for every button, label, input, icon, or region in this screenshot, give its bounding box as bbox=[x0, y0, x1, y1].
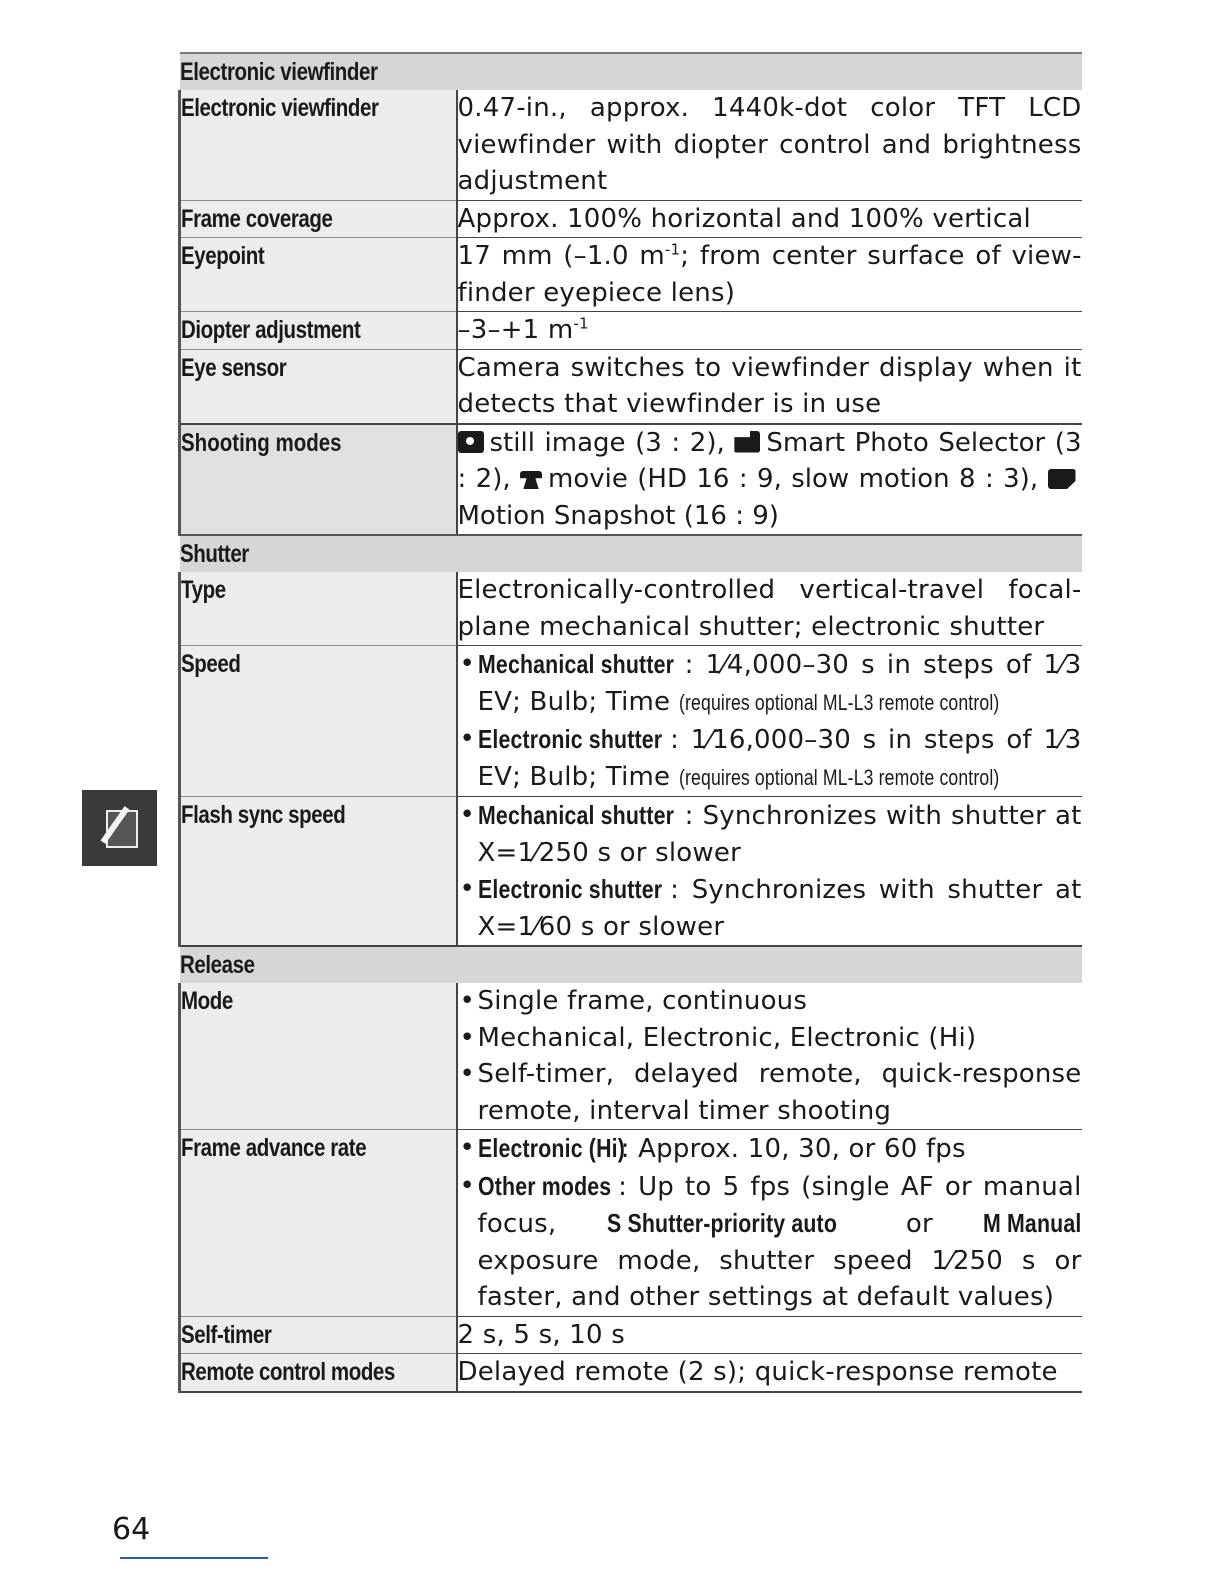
row-value: Approx. 100% horizontal and 100% vertical bbox=[457, 200, 1082, 238]
row-value: 0.47-in., approx. 1440k-dot color TFT LCD viewfinder with diopter control and brightness adjustment bbox=[457, 90, 1082, 200]
spec-row bbox=[180, 983, 1082, 1130]
row-value: 2 s, 5 s, 10 s bbox=[457, 1316, 1082, 1354]
spec-row bbox=[180, 1316, 1082, 1354]
list-item: • Electronic (Hi): Approx. 10, 30, or 60 fps bbox=[458, 1130, 1082, 1168]
list-item: • Mechanical, Electronic, Electronic (Hi) bbox=[458, 1020, 1082, 1057]
spec-row bbox=[180, 90, 1082, 200]
shooting-modes-value: still image (3 : 2), Smart Photo Selector (3 : 2), movie (HD 16 : 9, slow motion 8 : 3), Motion Snapshot (16 : 9) bbox=[457, 424, 1082, 536]
row-label: Speed bbox=[181, 650, 241, 678]
spec-row bbox=[180, 572, 1082, 646]
row-value bbox=[457, 646, 1082, 797]
list-item: • Electronic shutter : 1⁄16,000–30 s in steps of 1⁄3 EV; Bulb; Time (requires optional ML-L3 remote control) bbox=[458, 721, 1082, 796]
list-item: • Single frame, continuous bbox=[458, 983, 1082, 1020]
list-item: • Electronic shutter : Synchronizes with shutter at X=1⁄60 s or slower bbox=[458, 871, 1082, 945]
spec-row bbox=[180, 797, 1082, 947]
row-label: Eye sensor bbox=[181, 353, 287, 382]
spec-row bbox=[180, 646, 1082, 797]
row-label: Electronic viewfinder bbox=[181, 94, 379, 122]
section-header-shutter: Shutter bbox=[180, 535, 1082, 572]
row-value: Electronically-controlled vertical-travel focal-plane mechanical shutter; electronic shutter bbox=[457, 572, 1082, 646]
row-label: Flash sync speed bbox=[181, 801, 346, 829]
row-value bbox=[457, 1130, 1082, 1317]
row-label: Type bbox=[181, 576, 226, 604]
list-item: • Other modes : Up to 5 fps (single AF or manual focus, S Shutter-priority auto or M Manual exposure mode, shutter speed 1⁄250 s or faster, and other settings at default values) bbox=[458, 1168, 1082, 1316]
row-label: Self-timer bbox=[181, 1320, 272, 1349]
spec-row bbox=[180, 200, 1082, 238]
row-label: Eyepoint bbox=[181, 242, 265, 270]
smart-photo-selector-icon bbox=[734, 431, 760, 453]
spec-table bbox=[178, 52, 1082, 1393]
spec-row bbox=[180, 1354, 1082, 1392]
row-value: –3–+1 $m^{-1}$ bbox=[457, 312, 1082, 350]
page-number-rule bbox=[120, 1557, 268, 1559]
spec-row bbox=[180, 312, 1082, 350]
section-header-release: Release bbox=[180, 946, 1082, 983]
row-label: Mode bbox=[181, 987, 233, 1015]
list-item: • Mechanical shutter : Synchronizes with shutter at X=1⁄250 s or slower bbox=[458, 797, 1082, 871]
row-value: Camera switches to viewfinder display when it detects that viewfinder is in use bbox=[457, 349, 1082, 424]
row-label: Remote control modes bbox=[181, 1358, 395, 1386]
page-number: 64 bbox=[112, 1512, 151, 1547]
row-label: Diopter adjustment bbox=[181, 316, 361, 344]
row-value bbox=[457, 797, 1082, 947]
section-title-shooting-modes: Shooting modes bbox=[181, 428, 342, 457]
section-shooting-modes bbox=[180, 424, 1082, 536]
list-item: • Mechanical shutter : 1⁄4,000–30 s in steps of 1⁄3 EV; Bulb; Time (requires optional ML-L3 remote control) bbox=[458, 646, 1082, 721]
still-image-icon bbox=[458, 431, 484, 453]
movie-icon bbox=[520, 471, 542, 489]
row-value: Delayed remote (2 s); quick-response remote bbox=[457, 1354, 1082, 1392]
motion-snapshot-icon bbox=[1048, 469, 1076, 489]
list-item: • Self-timer, delayed remote, quick-response remote, interval timer shooting bbox=[458, 1056, 1082, 1129]
row-label: Frame advance rate bbox=[181, 1134, 367, 1162]
section-header-electronic-viewfinder: Electronic viewfinder bbox=[180, 53, 1082, 90]
row-value bbox=[457, 983, 1082, 1130]
row-label: Frame coverage bbox=[181, 204, 333, 233]
row-value: 17 mm (–1.0 $m^{-1}$; from center surface of viewfinder eyepiece lens) bbox=[457, 238, 1082, 312]
spec-row bbox=[180, 349, 1082, 424]
spec-row bbox=[180, 238, 1082, 312]
spec-row bbox=[180, 1130, 1082, 1317]
reference-tab-icon bbox=[82, 790, 157, 866]
